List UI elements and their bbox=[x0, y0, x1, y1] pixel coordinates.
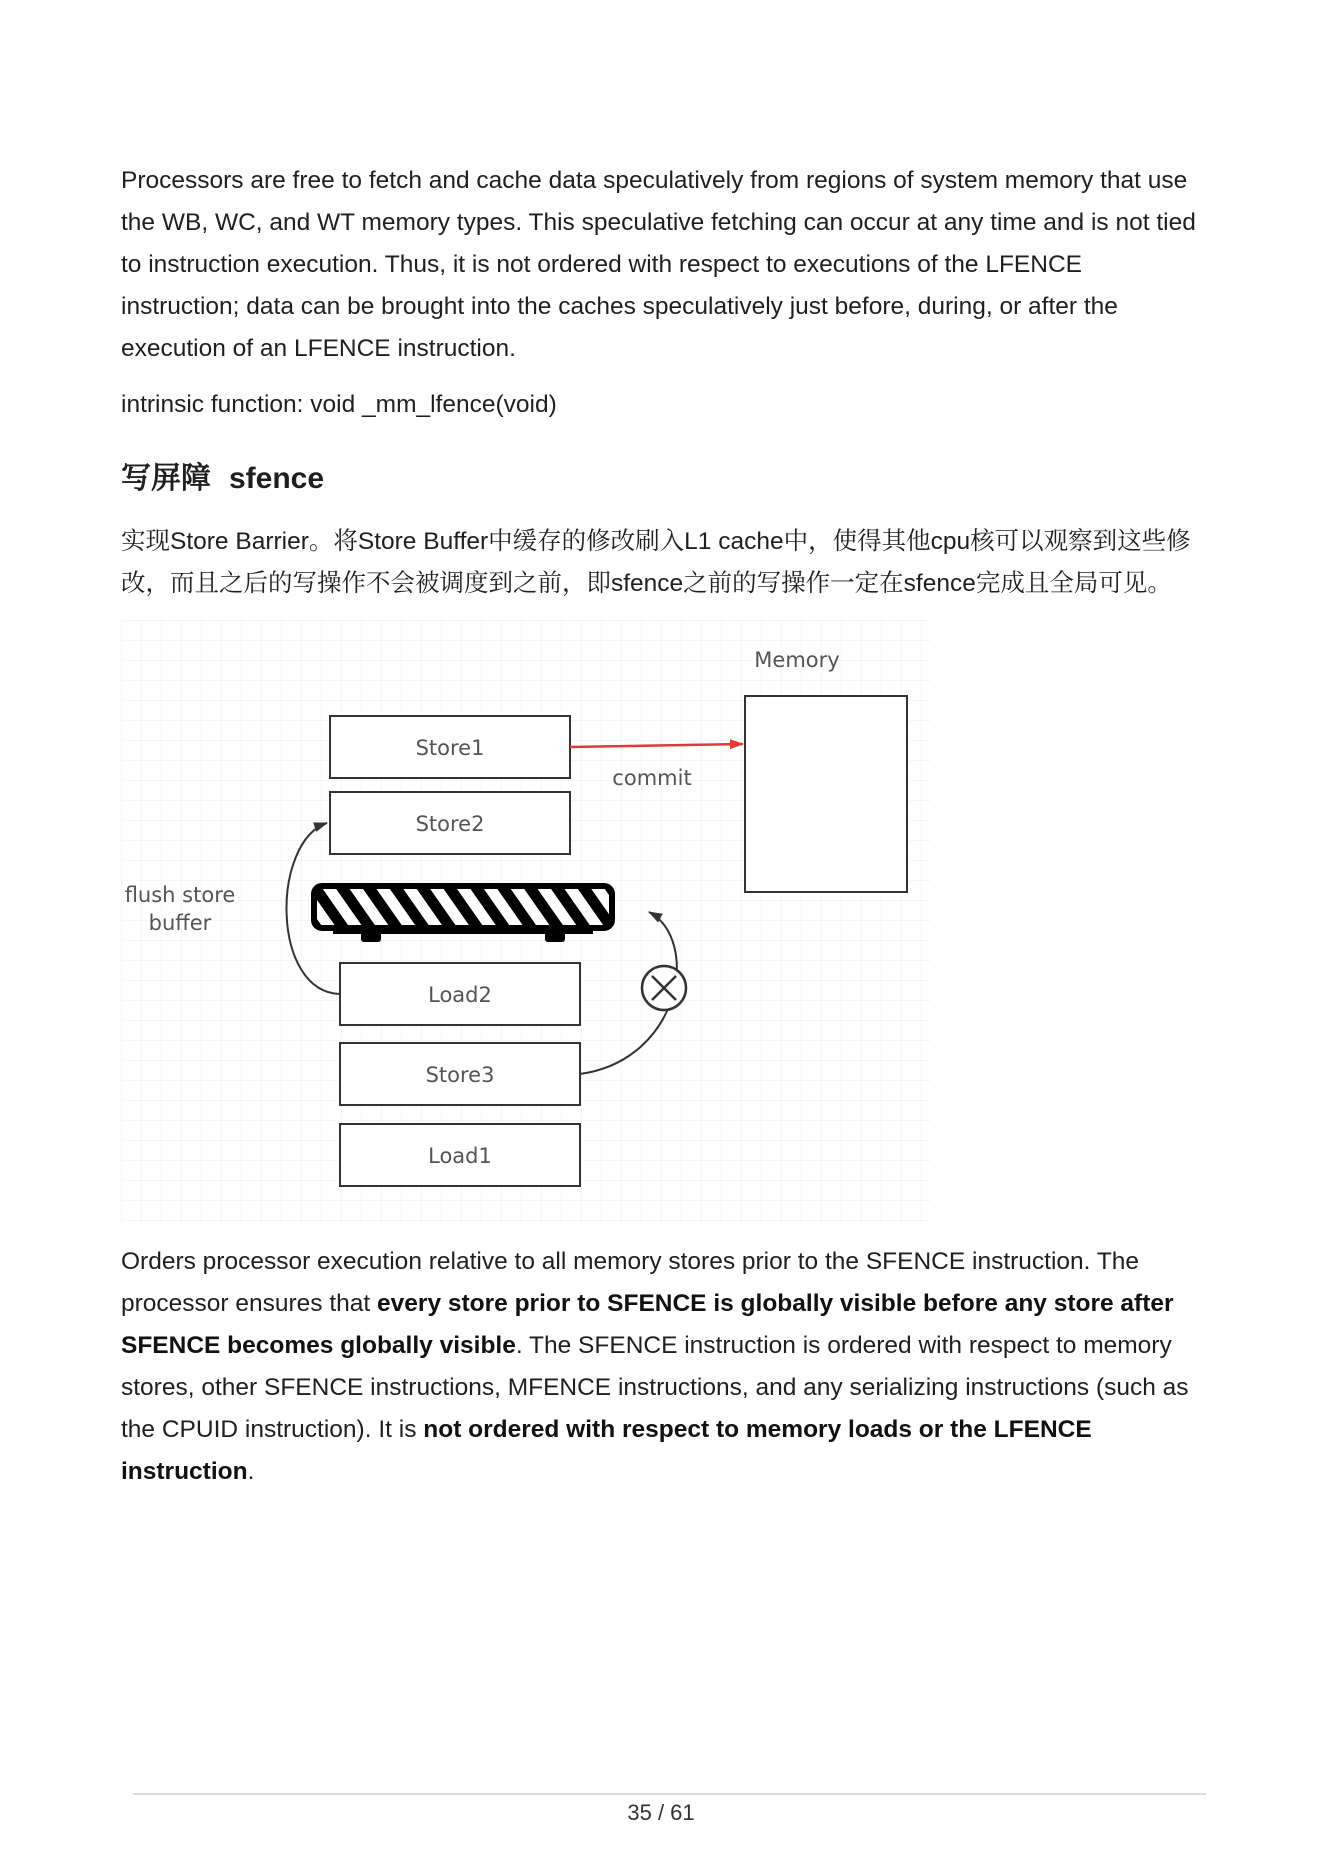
store-buffer-diagram bbox=[121, 620, 931, 1224]
p4-bold-1: every store prior to SFENCE is globally visible before any store after SFENCE becomes globally visible bbox=[121, 1290, 1174, 1359]
flush-label-line1: flush store bbox=[124, 883, 236, 907]
blocked-x-icon bbox=[642, 966, 686, 1010]
paragraph-lfence-speculative: Processors are free to fetch and cache data speculatively from regions of system memory that use the WB, WC, and WT memory types. This speculative fetching can occur at any time and is not tied to instruction execution. Thus, it is not ordered with respect to executions of the LFENCE instruction; data can be brought into the caches speculatively just before, during, or after the execution of an LFENCE instruction. bbox=[121, 167, 1196, 362]
paragraph-sfence-description-cn: 实现Store Barrier。将Store Buffer中缓存的修改刷入L1 cache中，使得其他cpu核可以观察到这些修改，而且之后的写操作不会被调度到之前，即sfence之前的写操作一定在sfence完成且全局可见。 bbox=[121, 528, 1191, 597]
p4-text-3: . bbox=[247, 1458, 255, 1485]
p4-text-2: . The SFENCE instruction is ordered with respect to memory stores, other SFENCE instructions, MFENCE instructions, and any serializing instructions (such as the CPUID instruction). It is bbox=[121, 1332, 1189, 1443]
paragraph-intrinsic-function: intrinsic function: void _mm_lfence(void) bbox=[121, 391, 557, 418]
load1-label: Load1 bbox=[428, 1144, 492, 1168]
load2-label: Load2 bbox=[428, 983, 492, 1007]
p4-text-1: Orders processor execution relative to all memory stores prior to the SFENCE instruction. The processor ensures that bbox=[121, 1248, 1140, 1317]
store3-label: Store3 bbox=[425, 1063, 495, 1087]
heading-cjk: 写屏障 bbox=[121, 462, 211, 495]
store2-label: Store2 bbox=[415, 812, 485, 836]
flush-label-line2: buffer bbox=[148, 911, 212, 935]
commit-label: commit bbox=[612, 766, 692, 790]
store1-label: Store1 bbox=[415, 736, 485, 760]
barrier-icon bbox=[314, 886, 612, 942]
paragraph-sfence-ordering bbox=[121, 1241, 1206, 1493]
footer-divider bbox=[133, 1793, 1206, 1795]
memory-box bbox=[745, 696, 907, 892]
memory-label: Memory bbox=[754, 648, 840, 672]
page-number: 35 / 61 bbox=[627, 1800, 695, 1825]
heading-latin: sfence bbox=[229, 462, 325, 495]
p4-bold-2: not ordered with respect to memory loads or the LFENCE instruction bbox=[121, 1416, 1092, 1485]
section-heading bbox=[121, 455, 324, 503]
